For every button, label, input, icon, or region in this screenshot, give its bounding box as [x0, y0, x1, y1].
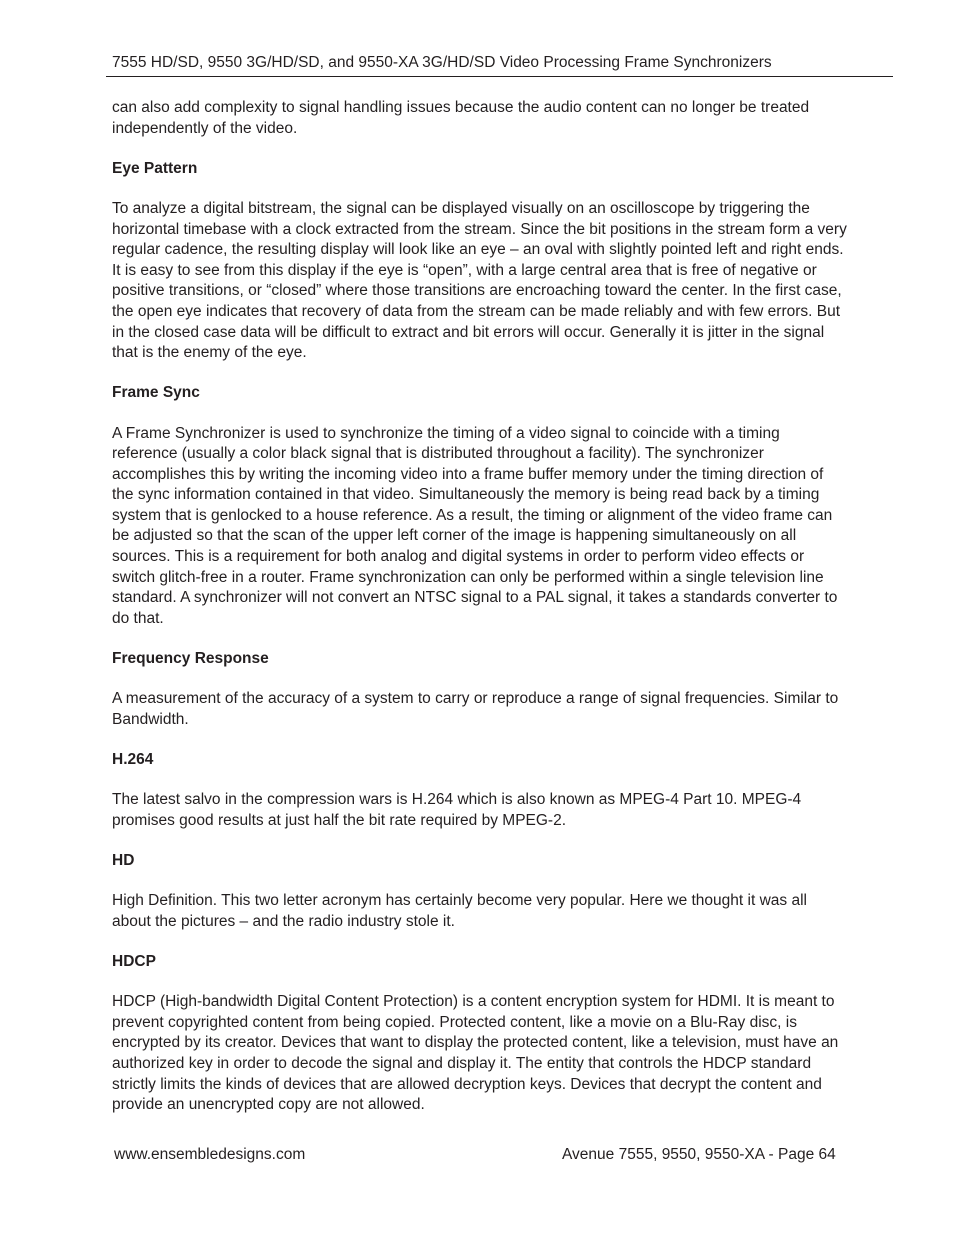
section-heading-h264: H.264 [112, 751, 154, 768]
page-body [112, 98, 847, 1116]
section-heading-hdcp: HDCP [112, 952, 156, 970]
section-body-eye-pattern: To analyze a digital bitstream, the signal can be displayed visually on an oscilloscope by triggering the horizontal timebase with a clock extracted from the stream. Since the bit positions in the stream form a very regular cadence, the resulting display will look like an eye – an oval with slightly pointed left and right ends. It is easy to see from this display if the eye is “open”, with a large central area that is free of negative or positive transitions, or “closed” where those transitions are encroaching toward the center. In the first case, the open eye indicates that recovery of data from the stream can be made reliably and with few errors. But in the closed case data will be difficult to extract and bit errors will occur. Generally it is jitter in the signal that is the enemy of the eye. [112, 199, 847, 362]
section-body-hd: High Definition. This two letter acronym has certainly become very popular. Here we thought it was all about the pictures – and the radio industry stole it. [112, 892, 807, 930]
intro-paragraph: can also add complexity to signal handling issues because the audio content can no longer be treated independently of the video. [112, 99, 810, 137]
section-body-h264: The latest salvo in the compression wars is H.264 which is also known as MPEG-4 Part 10. MPEG-4 promises good results at just half the bit rate required by MPEG-2. [112, 791, 802, 829]
section-heading-eye-pattern: Eye Pattern [112, 159, 198, 177]
section-body-hdcp: HDCP (High-bandwidth Digital Content Protection) is a content encryption system for HDMI. It is meant to prevent copyrighted content from being copied. Protected content, like a movie on a Blu-Ray disc, is encrypted by its creator. Devices that want to display the protected content, like a television, must have an authorized key in order to decode the signal and display it. The entity that controls the HDCP standard strictly limits the kinds of devices that are allowed decryption keys. Devices that decrypt the content and provide an unencrypted copy are not allowed. [112, 993, 839, 1114]
section-heading-frame-sync: Frame Sync [112, 384, 200, 402]
section-body-frame-sync: A Frame Synchronizer is used to synchronize the timing of a video signal to coincide with a timing reference (usually a color black signal that is distributed throughout a facility). The synchronizer accomplishes this by writing the incoming video into a frame buffer memory under the timing direction of the sync information contained in that video. Simultaneously the memory is being read back by a timing system that is genlocked to a house reference. As a result, the timing or alignment of the video frame can be adjusted so that the scan of the upper left corner of the image is happening simultaneously on all sources. This is a requirement for both analog and digital systems in order to perform video effects or switch glitch-free in a router. Frame synchronization can only be performed within a single television line standard. A synchronizer will not convert an NTSC signal to a PAL signal, it takes a standards converter to do that. [112, 424, 838, 627]
running-header: 7555 HD/SD, 9550 3G/HD/SD, and 9550-XA 3G/HD/SD Video Processing Frame Synchronizers [112, 54, 772, 71]
section-body-frequency-response: A measurement of the accuracy of a system to carry or reproduce a range of signal frequencies. Similar to Bandwidth. [112, 690, 839, 728]
footer-page-label: Avenue 7555, 9550, 9550-XA - Page 64 [562, 1146, 836, 1163]
section-heading-hd: HD [112, 851, 135, 869]
section-heading-frequency-response: Frequency Response [112, 650, 269, 668]
footer-website-link[interactable]: www.ensembledesigns.com [114, 1146, 306, 1163]
header-divider [106, 76, 893, 77]
